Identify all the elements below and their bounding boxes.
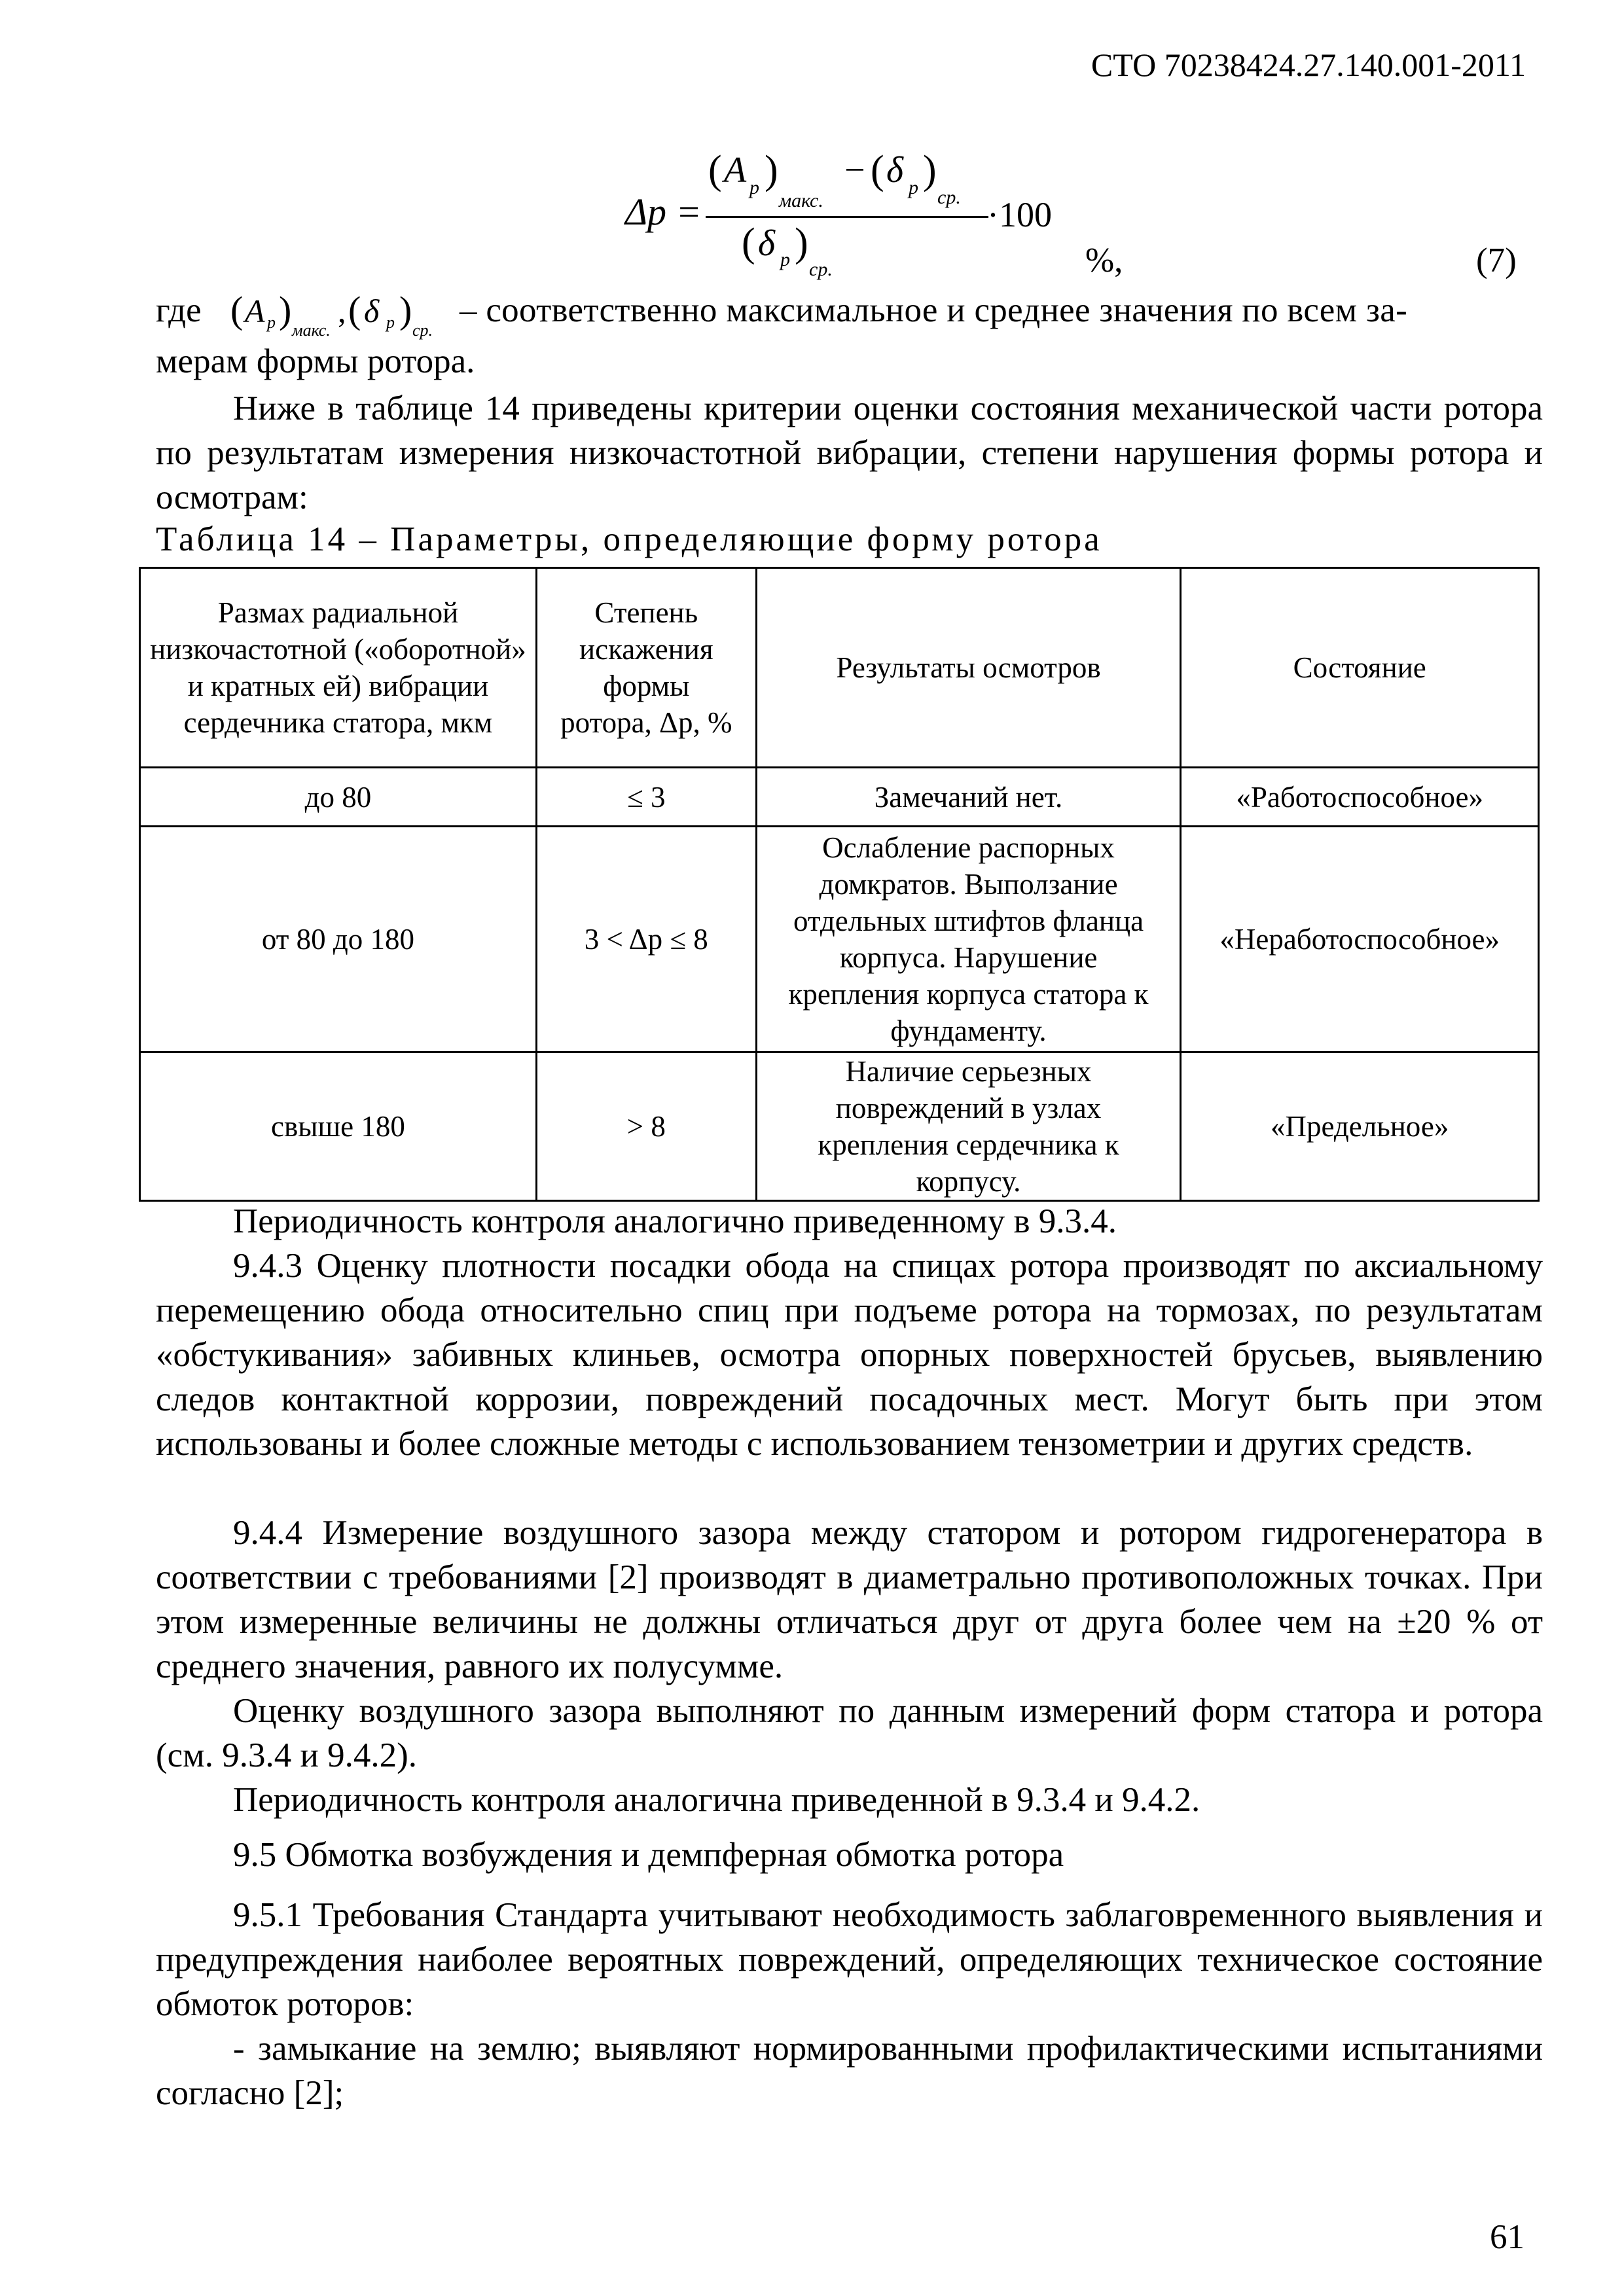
column-header: Состояние [1181,568,1539,768]
formula-unit: %, [1085,242,1123,279]
table-cell: Замечаний нет. [756,768,1181,827]
paragraph-9-4-3: 9.4.3 Оценку плотности посадки обода на спицах ротора производят по аксиальному перемещению обода относительно спиц при подъеме ротора на тормозах, по результатам «обстукивания» забивных клиньев, осмотра опорных поверхностей брусьев, выявлению следов контактной коррозии, повреждений посадочных мест. Могут быть при этом использованы и более сложные методы с использованием тензометрии и других средств. [156,1247,1543,1463]
table-cell: Наличие серьезных повреждений в узлах крепления сердечника к корпусу. [756,1052,1181,1201]
page-number: 61 [1490,2218,1525,2256]
table-row [140,768,1539,827]
table-cell: ≤ 3 [536,768,756,827]
paragraph-9-5-1: 9.5.1 Требования Стандарта учитывают необходимость заблаговременного выявления и предупреждения наиболее вероятных повреждений, определяющих техническое состояние обмоток роторов: [156,1896,1543,2023]
formula-den-delta: δ [758,223,776,264]
table-cell: Ослабление распорных домкратов. Выползание отдельных штифтов фланца корпуса. Нарушение крепления корпуса статора к фундаменту. [756,827,1181,1052]
paragraph-air-gap: Оценку воздушного зазора выполняют по данным измерений форм статора и ротора (см. 9.3.4 и 9.4.2). [156,1692,1543,1774]
table-header-row [140,568,1539,768]
formula-number: (7) [1476,242,1517,279]
document-code: СТО 70238424.27.140.001-2011 [1091,46,1526,83]
table-cell: > 8 [536,1052,756,1201]
column-header: Степень искажения формы ротора, Δр, % [536,568,756,768]
paragraph-9-4-4: 9.4.4 Измерение воздушного зазора между статором и ротором гидрогенератора в соответствии с требованиями [2] производят в диаметрально противоположных точках. При этом измеренные величины не должны отличаться друг от друга более чем на ±20 % от среднего значения, равного их полусумме. [156,1514,1543,1685]
table-cell: «Предельное» [1181,1052,1539,1201]
table-row [140,827,1539,1052]
table-row [140,1052,1539,1201]
formula-lhs: Δp = [625,190,702,233]
section-heading-9-5: 9.5 Обмотка возбуждения и демпферная обмотка ротора [233,1836,1064,1874]
formula-num-delta: δ [886,150,904,190]
list-item-ground-fault: - замыкание на землю; выявляют нормированными профилактическими испытаниями согласно [2]; [156,2030,1543,2112]
table-cell: «Неработоспособное» [1181,827,1539,1052]
table-caption: Таблица 14 – Параметры, определяющие форму ротора [156,520,1102,558]
intro-paragraph: Ниже в таблице 14 приведены критерии оценки состояния механической части ротора по результатам измерения низкочастотной вибрации, степени нарушения формы ротора и осмотрам: [156,389,1543,516]
paragraph-periodicity-1: Периодичность контроля аналогично приведенному в 9.3.4. [233,1202,1117,1240]
paragraph-periodicity-2: Периодичность контроля аналогична приведенной в 9.3.4 и 9.4.2. [233,1781,1200,1819]
table-cell: «Работоспособное» [1181,768,1539,827]
column-header: Результаты осмотров [756,568,1181,768]
fraction-bar [706,216,988,218]
formula-num-a: A [724,150,747,190]
table-cell: 3 < Δр ≤ 8 [536,827,756,1052]
table-cell: свыше 180 [140,1052,537,1201]
formula-multiplier: ·100 [987,195,1052,234]
parameters-table [139,567,1540,1202]
table-cell: до 80 [140,768,537,827]
table-cell: от 80 до 180 [140,827,537,1052]
column-header: Размах радиальной низкочастотной («оборотной» и кратных ей) вибрации сердечника статора, мкм [140,568,537,768]
